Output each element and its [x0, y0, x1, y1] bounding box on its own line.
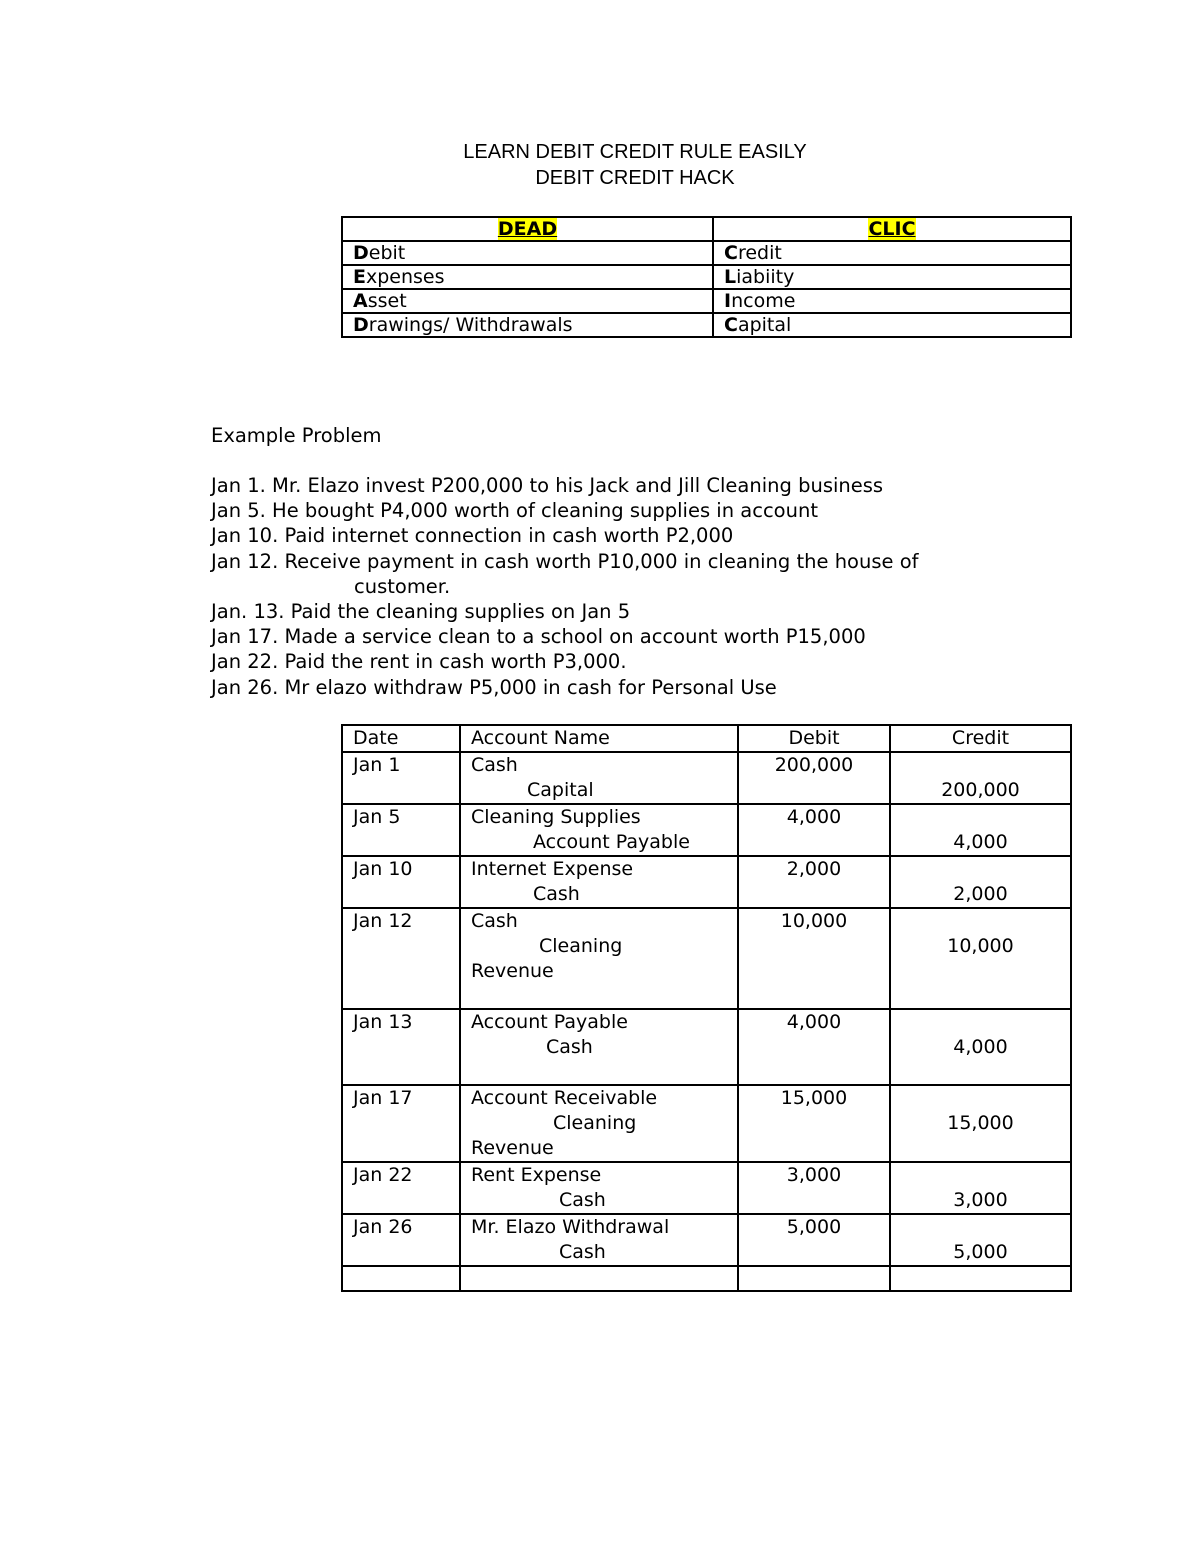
rules-row	[342, 265, 1071, 289]
document-title: LEARN DEBIT CREDIT RULE EASILY	[463, 141, 807, 163]
journal-row	[342, 1085, 1071, 1162]
credit-account: Cash	[533, 883, 580, 905]
debit-amount: 3,000	[738, 1162, 890, 1214]
clic-header: CLIC	[713, 217, 1071, 241]
credit-account-continued: Revenue	[471, 960, 554, 982]
credit-account: Cash	[559, 1241, 606, 1263]
example-heading: Example Problem	[211, 424, 382, 447]
example-line: Jan 22. Paid the rent in cash worth P3,000.	[211, 650, 627, 673]
credit-amount: 15,000	[890, 1085, 1071, 1162]
debit-side-cell: Drawings/ Withdrawals	[342, 313, 713, 337]
credit-account: Capital	[527, 779, 594, 801]
journal-header-row	[342, 725, 1071, 752]
journal-entries-table	[341, 724, 1072, 1292]
credit-side-cell: Income	[713, 289, 1071, 313]
debit-side-cell: Expenses	[342, 265, 713, 289]
entry-accounts	[460, 1085, 738, 1162]
credit-amount: 10,000	[890, 908, 1071, 1009]
empty-cell	[342, 1266, 460, 1291]
entry-date: Jan 5	[342, 804, 460, 856]
entry-date: Jan 17	[342, 1085, 460, 1162]
debit-amount: 4,000	[738, 1009, 890, 1085]
document-subtitle: DEBIT CREDIT HACK	[535, 167, 735, 189]
debit-side-cell: Asset	[342, 289, 713, 313]
credit-amount: 4,000	[890, 804, 1071, 856]
journal-row	[342, 1162, 1071, 1214]
empty-cell	[890, 1266, 1071, 1291]
debit-header: Debit	[738, 725, 890, 752]
entry-date: Jan 26	[342, 1214, 460, 1266]
debit-account: Rent Expense	[471, 1164, 602, 1186]
dead-header: DEAD	[342, 217, 713, 241]
credit-account: Cleaning	[553, 1112, 637, 1134]
entry-accounts	[460, 908, 738, 1009]
entry-accounts	[460, 1214, 738, 1266]
debit-credit-rules-table	[341, 216, 1072, 338]
debit-account: Account Payable	[471, 1011, 628, 1033]
credit-amount: 3,000	[890, 1162, 1071, 1214]
debit-amount: 2,000	[738, 856, 890, 908]
debit-account: Internet Expense	[471, 858, 634, 880]
debit-side-cell: Debit	[342, 241, 713, 265]
credit-side-cell: Liabiity	[713, 265, 1071, 289]
journal-row	[342, 1214, 1071, 1266]
example-line-continued: customer.	[354, 575, 451, 598]
debit-amount: 15,000	[738, 1085, 890, 1162]
credit-account-continued: Revenue	[471, 1137, 554, 1159]
journal-row	[342, 908, 1071, 1009]
entry-accounts	[460, 1162, 738, 1214]
credit-amount: 4,000	[890, 1009, 1071, 1085]
journal-row	[342, 1009, 1071, 1085]
debit-amount: 4,000	[738, 804, 890, 856]
credit-side-cell: Credit	[713, 241, 1071, 265]
credit-amount: 5,000	[890, 1214, 1071, 1266]
credit-account: Cash	[559, 1189, 606, 1211]
empty-cell	[738, 1266, 890, 1291]
account-name-header: Account Name	[460, 725, 738, 752]
debit-account: Cash	[471, 754, 518, 776]
entry-date: Jan 12	[342, 908, 460, 1009]
entry-date: Jan 1	[342, 752, 460, 804]
entry-date: Jan 13	[342, 1009, 460, 1085]
entry-accounts	[460, 752, 738, 804]
example-line: Jan 26. Mr elazo withdraw P5,000 in cash for Personal Use	[211, 676, 777, 699]
journal-row	[342, 752, 1071, 804]
entry-accounts	[460, 856, 738, 908]
debit-amount: 10,000	[738, 908, 890, 1009]
empty-cell	[460, 1266, 738, 1291]
entry-date: Jan 22	[342, 1162, 460, 1214]
example-line: Jan 10. Paid internet connection in cash worth P2,000	[211, 524, 734, 547]
example-line: Jan 17. Made a service clean to a school on account worth P15,000	[211, 625, 866, 648]
journal-row	[342, 856, 1071, 908]
credit-amount: 200,000	[890, 752, 1071, 804]
debit-amount: 200,000	[738, 752, 890, 804]
example-line: Jan. 13. Paid the cleaning supplies on Jan 5	[211, 600, 631, 623]
rules-header-row	[342, 217, 1071, 241]
entry-accounts	[460, 804, 738, 856]
debit-account: Mr. Elazo Withdrawal	[471, 1216, 670, 1238]
entry-date: Jan 10	[342, 856, 460, 908]
rules-row	[342, 313, 1071, 337]
entry-accounts	[460, 1009, 738, 1085]
date-header: Date	[342, 725, 460, 752]
rules-row	[342, 241, 1071, 265]
credit-amount: 2,000	[890, 856, 1071, 908]
journal-row	[342, 804, 1071, 856]
debit-account: Cash	[471, 910, 518, 932]
debit-account: Cleaning Supplies	[471, 806, 641, 828]
credit-account: Account Payable	[533, 831, 690, 853]
example-line: Jan 1. Mr. Elazo invest P200,000 to his Jack and Jill Cleaning business	[211, 474, 884, 497]
example-line: Jan 12. Receive payment in cash worth P10,000 in cleaning the house of	[211, 550, 919, 573]
credit-account: Cleaning	[539, 935, 623, 957]
credit-side-cell: Capital	[713, 313, 1071, 337]
example-line: Jan 5. He bought P4,000 worth of cleaning supplies in account	[211, 499, 818, 522]
credit-header: Credit	[890, 725, 1071, 752]
debit-account: Account Receivable	[471, 1087, 658, 1109]
rules-row	[342, 289, 1071, 313]
journal-empty-row	[342, 1266, 1071, 1291]
credit-account: Cash	[546, 1036, 593, 1058]
debit-amount: 5,000	[738, 1214, 890, 1266]
